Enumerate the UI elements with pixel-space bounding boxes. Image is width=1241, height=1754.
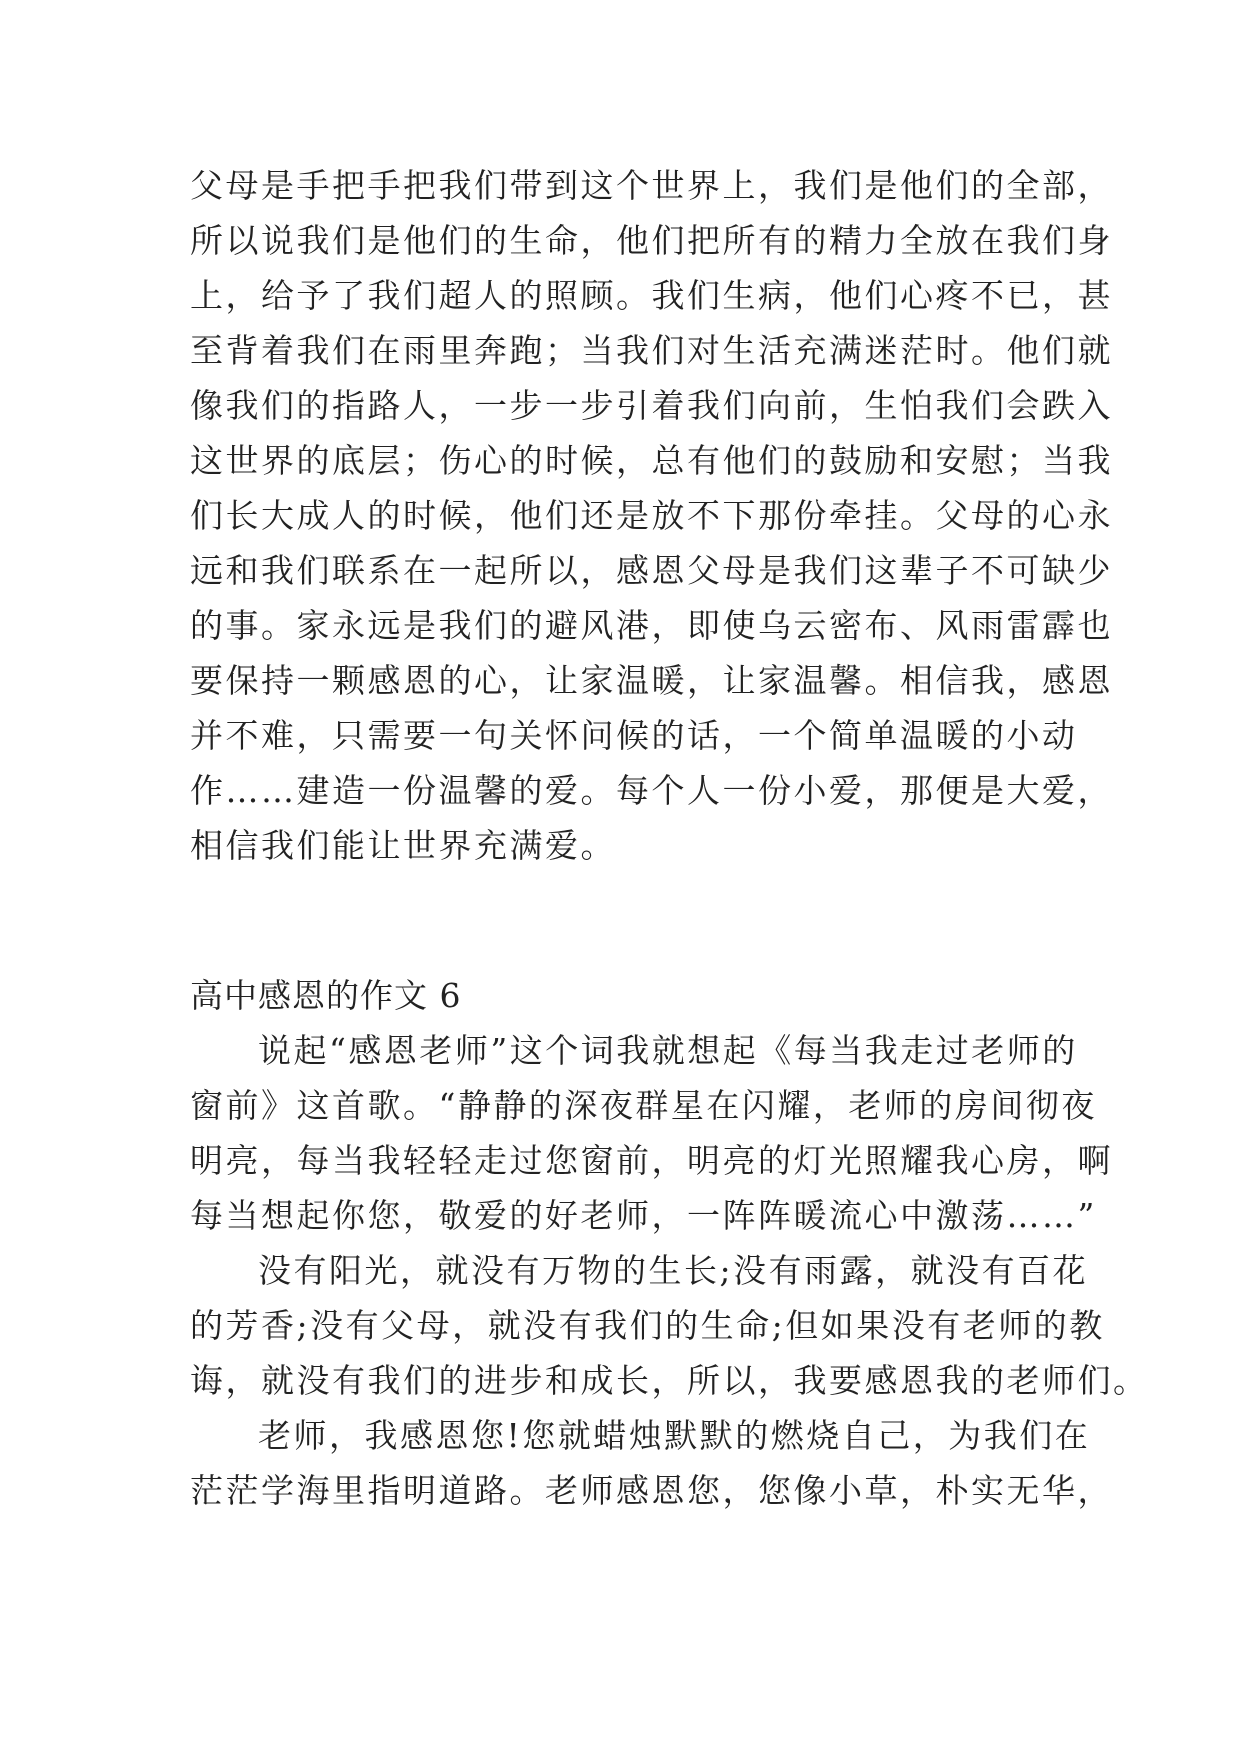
text-line: 所以说我们是他们的生命，他们把所有的精力全放在我们身 <box>190 221 1113 260</box>
text-line: 明亮，每当我轻轻走过您窗前，明亮的灯光照耀我心房，啊 <box>190 1141 1113 1180</box>
text-line: 并不难，只需要一句关怀问候的话，一个简单温暖的小动 <box>190 716 1078 755</box>
text-line: 诲，就没有我们的进步和成长，所以，我要感恩我的老师们。 <box>190 1361 1149 1400</box>
text-line: 没有阳光，就没有万物的生长;没有雨露，就没有百花 <box>258 1251 1089 1290</box>
text-line: 老师，我感恩您!您就蜡烛默默的燃烧自己，为我们在 <box>258 1416 1091 1455</box>
text-line: 像我们的指路人，一步一步引着我们向前，生怕我们会跌入 <box>190 386 1113 425</box>
text-line: 每当想起你您，敬爱的好老师，一阵阵暖流心中激荡……” <box>190 1196 1097 1235</box>
text-line: 说起“感恩老师”这个词我就想起《每当我走过老师的 <box>258 1031 1078 1070</box>
text-line: 要保持一颗感恩的心，让家温暖，让家温馨。相信我，感恩 <box>190 661 1113 700</box>
text-line: 的事。家永远是我们的避风港，即使乌云密布、风雨雷霹也 <box>190 606 1113 645</box>
text-line: 茫茫学海里指明道路。老师感恩您，您像小草，朴实无华， <box>190 1471 1113 1510</box>
text-line: 窗前》这首歌。“静静的深夜群星在闪耀，老师的房间彻夜 <box>190 1086 1097 1125</box>
section-heading: 高中感恩的作文 6 <box>190 976 462 1015</box>
text-line: 们长大成人的时候，他们还是放不下那份牵挂。父母的心永 <box>190 496 1113 535</box>
text-line: 作……建造一份温馨的爱。每个人一份小爱，那便是大爱， <box>190 771 1113 810</box>
text-line: 这世界的底层；伤心的时候，总有他们的鼓励和安慰；当我 <box>190 441 1113 480</box>
text-line: 父母是手把手把我们带到这个世界上，我们是他们的全部， <box>190 166 1113 205</box>
text-line: 远和我们联系在一起所以，感恩父母是我们这辈子不可缺少 <box>190 551 1113 590</box>
text-line: 至背着我们在雨里奔跑；当我们对生活充满迷茫时。他们就 <box>190 331 1113 370</box>
text-line: 相信我们能让世界充满爱。 <box>190 826 616 865</box>
text-line: 的芳香;没有父母，就没有我们的生命;但如果没有老师的教 <box>190 1306 1105 1345</box>
text-line: 上，给予了我们超人的照顾。我们生病，他们心疼不已，甚 <box>190 276 1113 315</box>
